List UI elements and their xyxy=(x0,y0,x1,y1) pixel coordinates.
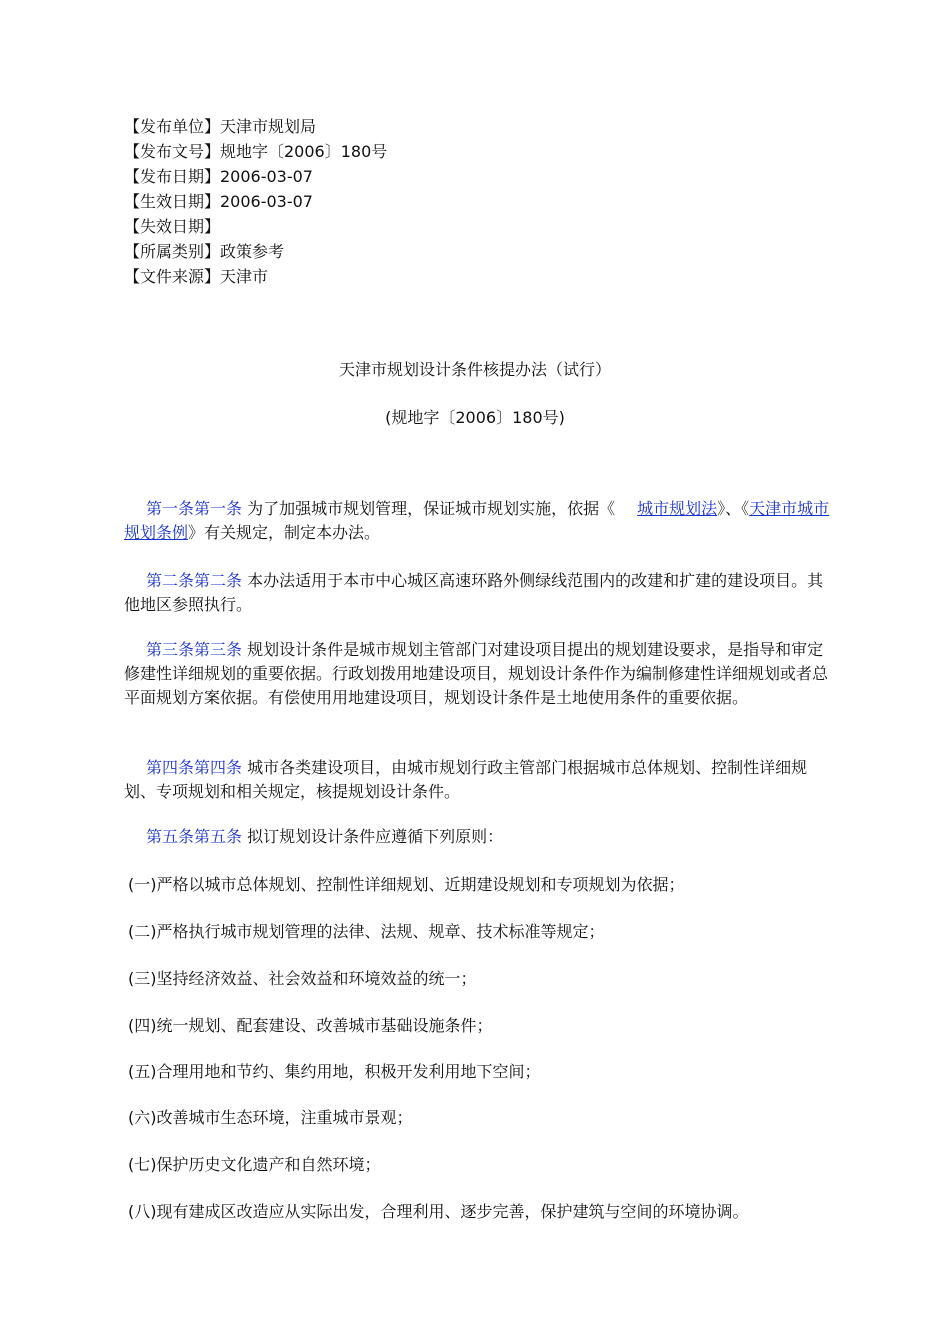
link-tianjin-planning-regulation[interactable]: 天津市城市规划条例 xyxy=(124,499,830,542)
meta-category: 【所属类别】政策参考 xyxy=(124,242,285,261)
article-1 xyxy=(124,497,830,545)
principle-item: (五)合理用地和节约、集约用地，积极开发利用地下空间； xyxy=(128,1062,541,1081)
article-number: 第二条第二条 xyxy=(146,571,243,590)
article-text: 》有关规定，制定本办法。 xyxy=(188,523,381,542)
article-number: 第三条第三条 xyxy=(146,640,243,659)
article-text: 规划设计条件是城市规划主管部门对建设项目提出的规划建设要求，是指导和审定修建性详细规划的重要依据。行政划拨用地建设项目，规划设计条件作为编制修建性详细规划或者总平面规划方案依据。有偿使用用地建设项目，规划设计条件是土地使用条件的重要依据。 xyxy=(124,640,829,707)
article-3 xyxy=(124,638,830,710)
article-text: 本办法适用于本市中心城区高速环路外侧绿线范围内的改建和扩建的建设项目。其他地区参照执行。 xyxy=(124,571,824,614)
article-text: 为了加强城市规划管理，保证城市规划实施，依据《 xyxy=(242,499,616,518)
principle-item: (二)严格执行城市规划管理的法律、法规、规章、技术标准等规定； xyxy=(128,922,605,941)
article-5 xyxy=(124,825,830,849)
article-number: 第五条第五条 xyxy=(146,827,243,846)
principle-item: (六)改善城市生态环境，注重城市景观； xyxy=(128,1108,413,1127)
meta-publish-date: 【发布日期】2006-03-07 xyxy=(124,167,313,186)
principle-item: (三)坚持经济效益、社会效益和环境效益的统一； xyxy=(128,969,477,988)
meta-source: 【文件来源】天津市 xyxy=(124,267,269,286)
document-subtitle: (规地字〔2006〕180号) xyxy=(385,408,565,427)
article-text: 城市各类建设项目，由城市规划行政主管部门根据城市总体规划、控制性详细规划、专项规划和相关规定，核提规划设计条件。 xyxy=(124,758,808,801)
meta-publisher: 【发布单位】天津市规划局 xyxy=(124,117,317,136)
article-4 xyxy=(124,756,830,804)
principle-item: (四)统一规划、配套建设、改善城市基础设施条件； xyxy=(128,1016,493,1035)
article-text: 》、《 xyxy=(717,499,750,518)
meta-doc-number: 【发布文号】规地字〔2006〕180号 xyxy=(124,142,388,161)
document-title: 天津市规划设计条件核提办法（试行） xyxy=(338,360,611,379)
document-metadata xyxy=(124,114,387,289)
meta-expiry-date: 【失效日期】 xyxy=(124,217,221,236)
principle-item: (一)严格以城市总体规划、控制性详细规划、近期建设规划和专项规划为依据； xyxy=(128,875,685,894)
principle-item: (七)保护历史文化遗产和自然环境； xyxy=(128,1155,381,1174)
principle-item: (八)现有建成区改造应从实际出发，合理利用、逐步完善，保护建筑与空间的环境协调。 xyxy=(128,1202,749,1221)
article-2 xyxy=(124,569,830,617)
link-urban-planning-law[interactable]: 城市规划法 xyxy=(637,499,718,518)
article-text: 拟订规划设计条件应遵循下列原则： xyxy=(242,827,504,846)
meta-effective-date: 【生效日期】2006-03-07 xyxy=(124,192,313,211)
article-number: 第一条第一条 xyxy=(146,499,243,518)
article-number: 第四条第四条 xyxy=(146,758,243,777)
